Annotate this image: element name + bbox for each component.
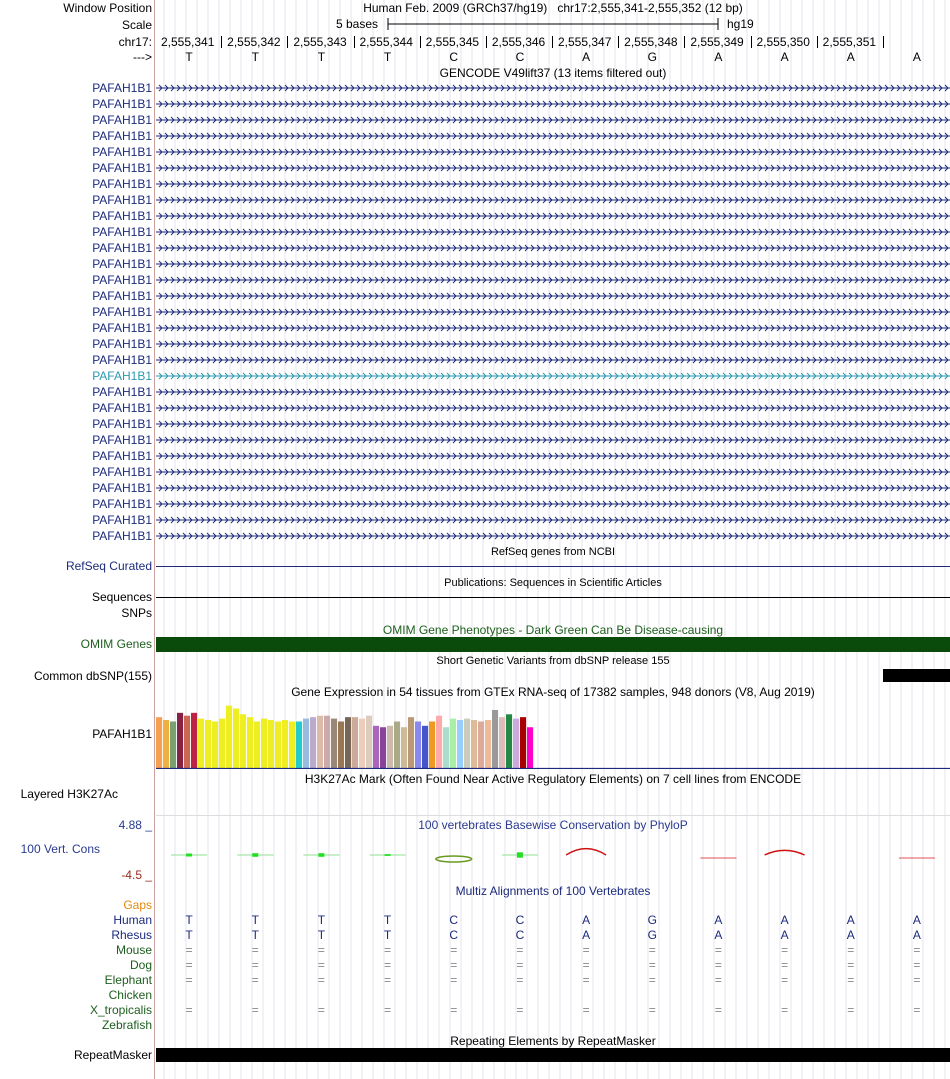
conservation-title: 100 vertebrates Basewise Conservation by PhyloP <box>418 818 688 832</box>
multiz-base: C <box>515 913 525 927</box>
multiz-base: = <box>450 958 458 972</box>
gtex-tissue-bar[interactable] <box>478 721 484 769</box>
publications-title: Publications: Sequences in Scientific Articles <box>444 577 662 589</box>
conservation-mark <box>237 853 273 857</box>
multiz-species-label[interactable]: Chicken <box>108 988 152 1002</box>
multiz-base: = <box>185 973 193 987</box>
gencode-transcript[interactable] <box>156 293 950 299</box>
ruler-position-label: 2,555,350 <box>756 35 810 49</box>
multiz-species-label[interactable]: Mouse <box>115 943 152 957</box>
gencode-transcript-label[interactable]: PAFAH1B1 <box>92 353 152 367</box>
ruler-position-label: 2,555,343 <box>293 35 347 49</box>
ruler-position-label: 2,555,346 <box>491 35 546 49</box>
gtex-tissue-bar[interactable] <box>296 721 302 769</box>
multiz-base: = <box>185 958 193 972</box>
gtex-tissue-bar[interactable] <box>394 721 400 769</box>
gtex-tissue-bar[interactable] <box>429 721 435 769</box>
gencode-transcript[interactable] <box>156 533 950 539</box>
gencode-transcript[interactable] <box>156 389 950 395</box>
multiz-base: = <box>847 958 855 972</box>
gtex-tissue-bar[interactable] <box>191 713 197 769</box>
multiz-base: = <box>317 958 325 972</box>
db-text: hg19 <box>727 17 754 31</box>
ruler-position-label: 2,555,344 <box>359 35 413 49</box>
ruler-tick <box>751 36 752 48</box>
gtex-tissue-bar[interactable] <box>324 716 330 769</box>
repeatmasker-track-label[interactable]: RepeatMasker <box>73 1048 152 1062</box>
multiz-base: = <box>516 973 524 987</box>
multiz-base: A <box>780 928 789 942</box>
multiz-species-label[interactable]: Dog <box>129 958 152 972</box>
gtex-tissue-bar[interactable] <box>170 721 176 769</box>
multiz-base: T <box>251 928 259 942</box>
refseq-track-label[interactable]: RefSeq Curated <box>65 559 152 573</box>
gtex-expression-chart[interactable] <box>156 697 950 769</box>
multiz-base: = <box>317 973 325 987</box>
gtex-tissue-bar[interactable] <box>345 717 351 769</box>
scale-bases-text: 5 bases <box>336 17 379 31</box>
gencode-transcript[interactable] <box>156 357 950 363</box>
multiz-base: = <box>781 1003 789 1017</box>
multiz-base: = <box>648 943 656 957</box>
dbsnp-variant-bar[interactable] <box>883 669 950 682</box>
gtex-tissue-bar[interactable] <box>198 719 204 769</box>
gencode-transcript[interactable] <box>156 437 950 443</box>
multiz-base: = <box>582 973 590 987</box>
gtex-tissue-bar[interactable] <box>303 719 309 769</box>
conservation-mark <box>502 852 538 857</box>
gtex-tissue-bar[interactable] <box>163 720 169 769</box>
multiz-base: = <box>251 958 259 972</box>
multiz-species-label[interactable]: Zebrafish <box>101 1018 152 1032</box>
gtex-tissue-bar[interactable] <box>373 726 379 769</box>
multiz-base: = <box>317 1003 325 1017</box>
ruler-tick <box>221 36 222 48</box>
omim-track-label[interactable]: OMIM Genes <box>80 637 152 651</box>
gtex-tissue-bar[interactable] <box>212 721 218 769</box>
gencode-transcript[interactable] <box>156 117 950 123</box>
multiz-base: = <box>582 943 590 957</box>
gencode-transcript-label[interactable]: PAFAH1B1 <box>92 209 152 223</box>
dna-base: T <box>317 50 326 64</box>
gtex-tissue-bar[interactable] <box>240 714 246 769</box>
multiz-base: A <box>846 928 855 942</box>
omim-gene-bar[interactable] <box>156 637 950 652</box>
gtex-tissue-bar[interactable] <box>527 727 533 769</box>
multiz-base: = <box>251 943 259 957</box>
gencode-transcript[interactable] <box>156 277 950 283</box>
conservation-mark <box>436 856 472 862</box>
gtex-tissue-bar[interactable] <box>219 719 225 769</box>
multiz-title: Multiz Alignments of 100 Vertebrates <box>455 884 651 898</box>
multiz-base: = <box>781 958 789 972</box>
scale-bar <box>156 14 950 34</box>
ruler-position-label: 2,555,341 <box>161 35 215 49</box>
gtex-tissue-bar[interactable] <box>156 717 162 769</box>
gtex-title: Gene Expression in 54 tissues from GTEx RNA-seq of 17382 samples, 948 donors (V8, Aug 2019) <box>291 685 815 699</box>
gtex-tissue-bar[interactable] <box>457 720 463 769</box>
multiz-base: = <box>450 1003 458 1017</box>
dna-base: A <box>714 50 723 64</box>
gtex-tissue-bar[interactable] <box>366 716 372 769</box>
multiz-base: = <box>450 973 458 987</box>
gencode-transcript-label[interactable]: PAFAH1B1 <box>92 161 152 175</box>
gencode-transcript-label[interactable]: PAFAH1B1 <box>92 273 152 287</box>
dna-base: A <box>582 50 591 64</box>
gencode-transcript[interactable] <box>156 261 950 267</box>
conservation-mark <box>566 849 606 855</box>
multiz-base: = <box>450 943 458 957</box>
gencode-transcript-label[interactable]: PAFAH1B1 <box>92 305 152 319</box>
gencode-transcript[interactable] <box>156 165 950 171</box>
dna-base: A <box>846 50 855 64</box>
multiz-base: = <box>714 973 722 987</box>
dna-base: C <box>449 50 459 64</box>
gtex-tissue-bar[interactable] <box>450 719 456 769</box>
gencode-transcripts[interactable] <box>156 80 950 540</box>
gtex-tissue-bar[interactable] <box>387 726 393 769</box>
ruler-position-label: 2,555,345 <box>425 35 480 49</box>
gencode-transcript-label[interactable]: PAFAH1B1 <box>92 449 152 463</box>
ruler-position-label: 2,555,349 <box>690 35 744 49</box>
gtex-tissue-bar[interactable] <box>282 720 288 769</box>
multiz-base: = <box>913 973 921 987</box>
gencode-transcript[interactable] <box>156 309 950 315</box>
conservation-mark <box>303 853 339 857</box>
multiz-base: T <box>317 913 326 927</box>
gtex-tissue-bar[interactable] <box>513 719 519 769</box>
strand-label: ---> <box>133 50 152 64</box>
gtex-tissue-bar[interactable] <box>443 727 449 769</box>
gtex-tissue-bar[interactable] <box>401 727 407 769</box>
multiz-base: G <box>647 928 657 942</box>
gencode-transcript[interactable] <box>156 229 950 235</box>
gencode-title: GENCODE V49lift37 (13 items filtered out) <box>439 66 667 80</box>
conservation-mark <box>171 854 207 857</box>
multiz-base: C <box>515 928 525 942</box>
gtex-tissue-bar[interactable] <box>184 716 190 769</box>
gencode-transcript-label[interactable]: PAFAH1B1 <box>92 481 152 495</box>
multiz-base: = <box>384 1003 392 1017</box>
multiz-base: = <box>648 958 656 972</box>
gencode-transcript[interactable] <box>156 341 950 347</box>
gencode-transcript-label[interactable]: PAFAH1B1 <box>92 529 152 543</box>
position-text: chr17:2,555,341-2,555,352 (12 bp) <box>557 1 743 15</box>
gtex-tissue-bar[interactable] <box>352 717 358 769</box>
gtex-gene-label[interactable]: PAFAH1B1 <box>92 727 152 741</box>
dna-base: A <box>912 50 921 64</box>
gtex-tissue-bar[interactable] <box>436 716 442 769</box>
multiz-species-label[interactable]: Elephant <box>104 973 152 987</box>
gencode-transcript-label[interactable]: PAFAH1B1 <box>92 193 152 207</box>
multiz-base: C <box>449 928 459 942</box>
gencode-transcript[interactable] <box>156 213 950 219</box>
multiz-base: = <box>714 943 722 957</box>
gtex-tissue-bar[interactable] <box>275 721 281 769</box>
window-position-label: Window Position <box>63 1 152 15</box>
h3k27ac-baseline <box>156 815 950 816</box>
multiz-base: = <box>714 1003 722 1017</box>
multiz-base: C <box>449 913 459 927</box>
refseq-title: RefSeq genes from NCBI <box>490 546 616 558</box>
multiz-base: = <box>384 973 392 987</box>
gtex-tissue-bar[interactable] <box>254 721 260 769</box>
h3k27ac-title: H3K27Ac Mark (Often Found Near Active Regulatory Elements) on 7 cell lines from ENCODE <box>304 772 802 786</box>
gencode-transcript[interactable] <box>156 181 950 187</box>
gaps-label: Gaps <box>123 898 152 912</box>
gtex-tissue-bar[interactable] <box>485 720 491 769</box>
gencode-transcript[interactable] <box>156 485 950 491</box>
gencode-transcript-label[interactable]: PAFAH1B1 <box>92 465 152 479</box>
refseq-line[interactable] <box>156 566 950 567</box>
gtex-tissue-bar[interactable] <box>268 720 274 769</box>
multiz-base: = <box>847 1003 855 1017</box>
ruler-position-label: 2,555,342 <box>227 35 281 49</box>
multiz-species-label[interactable]: X_tropicalis <box>89 1003 152 1017</box>
gencode-transcript-label[interactable]: PAFAH1B1 <box>92 257 152 271</box>
multiz-base: A <box>582 913 591 927</box>
multiz-base: = <box>185 1003 193 1017</box>
multiz-base: = <box>847 943 855 957</box>
scale-label: Scale <box>121 18 152 32</box>
multiz-base: A <box>780 913 789 927</box>
gencode-transcript-label[interactable]: PAFAH1B1 <box>92 225 152 239</box>
multiz-base: = <box>317 943 325 957</box>
gencode-transcript-label[interactable]: PAFAH1B1 <box>92 289 152 303</box>
ruler-tick <box>420 36 421 48</box>
gencode-transcript-label[interactable]: PAFAH1B1 <box>92 513 152 527</box>
multiz-base: = <box>582 1003 590 1017</box>
position-header <box>156 1 950 15</box>
gencode-transcript-label[interactable]: PAFAH1B1 <box>92 497 152 511</box>
multiz-base: = <box>582 958 590 972</box>
gtex-tissue-bar[interactable] <box>380 727 386 769</box>
gtex-tissue-bar[interactable] <box>471 720 477 769</box>
track-labels-column <box>0 0 154 1079</box>
cons-min-label: -4.5 _ <box>121 868 152 882</box>
gencode-transcript-label[interactable]: PAFAH1B1 <box>92 417 152 431</box>
gencode-transcript-label[interactable]: PAFAH1B1 <box>92 145 152 159</box>
multiz-base: = <box>714 958 722 972</box>
ruler-position-label: 2,555,348 <box>624 35 678 49</box>
ruler-position-label: 2,555,347 <box>558 35 612 49</box>
dna-base: A <box>780 50 789 64</box>
gencode-transcript[interactable] <box>156 517 950 523</box>
gtex-tissue-bar[interactable] <box>331 719 337 769</box>
gtex-tissue-bar[interactable] <box>415 721 421 769</box>
multiz-base: = <box>185 943 193 957</box>
ruler-tick <box>684 36 685 48</box>
gencode-transcript-label[interactable]: PAFAH1B1 <box>92 97 152 111</box>
assembly-text: Human Feb. 2009 (GRCh37/hg19) <box>363 1 548 15</box>
multiz-base: A <box>912 913 921 927</box>
ruler-tick <box>354 36 355 48</box>
gencode-transcript[interactable] <box>156 133 950 139</box>
multiz-base: = <box>384 943 392 957</box>
multiz-base: = <box>251 1003 259 1017</box>
gtex-tissue-bar[interactable] <box>492 710 498 769</box>
gtex-tissue-bar[interactable] <box>338 721 344 769</box>
dna-base: G <box>647 50 657 64</box>
dna-base: C <box>515 50 525 64</box>
repeatmasker-title: Repeating Elements by RepeatMasker <box>450 1034 656 1048</box>
multiz-base: T <box>383 928 392 942</box>
gencode-transcript[interactable] <box>156 469 950 475</box>
multiz-base: = <box>251 973 259 987</box>
gtex-tissue-bar[interactable] <box>310 717 316 769</box>
gencode-transcript-label[interactable]: PAFAH1B1 <box>92 241 152 255</box>
gencode-transcript-label[interactable]: PAFAH1B1 <box>92 129 152 143</box>
ruler-tick <box>618 36 619 48</box>
multiz-base: = <box>384 958 392 972</box>
chrom-label: chr17: <box>118 35 152 49</box>
multiz-base: A <box>582 928 591 942</box>
gencode-transcript[interactable] <box>156 85 950 91</box>
gencode-transcript-label[interactable]: PAFAH1B1 <box>92 369 152 383</box>
dbsnp-title: Short Genetic Variants from dbSNP release 155 <box>436 655 670 667</box>
ruler-position-label: 2,555,351 <box>822 35 877 49</box>
label-separator <box>154 0 155 1079</box>
gtex-tissue-bar[interactable] <box>499 717 505 769</box>
cons-max-label: 4.88 _ <box>118 818 152 832</box>
gencode-transcript[interactable] <box>156 149 950 155</box>
gtex-tissue-bar[interactable] <box>422 726 428 769</box>
multiz-base: A <box>846 913 855 927</box>
gencode-transcript-label[interactable]: PAFAH1B1 <box>92 337 152 351</box>
multiz-base: A <box>912 928 921 942</box>
gtex-tissue-bar[interactable] <box>247 717 253 769</box>
multiz-base: = <box>648 1003 656 1017</box>
multiz-base: = <box>648 973 656 987</box>
ruler-tick <box>552 36 553 48</box>
snps-track-label[interactable]: SNPs <box>121 606 152 620</box>
multiz-base: T <box>317 928 326 942</box>
gencode-transcript[interactable] <box>156 245 950 251</box>
gencode-transcript[interactable] <box>156 421 950 427</box>
h3k27ac-track-label[interactable]: Layered H3K27Ac <box>20 787 118 801</box>
cons-track-label[interactable]: 100 Vert. Cons <box>20 842 100 856</box>
dna-base: T <box>251 50 259 64</box>
multiz-base: = <box>516 958 524 972</box>
gencode-transcript[interactable] <box>156 197 950 203</box>
gencode-transcript-label[interactable]: PAFAH1B1 <box>92 321 152 335</box>
sequences-track-label[interactable]: Sequences <box>91 590 152 604</box>
publications-line[interactable] <box>156 597 950 598</box>
ruler-tick <box>486 36 487 48</box>
repeatmasker-bar[interactable] <box>156 1048 950 1062</box>
ruler-tick <box>883 36 884 48</box>
multiz-base: A <box>714 913 723 927</box>
dna-base: T <box>383 50 392 64</box>
multiz-base: G <box>647 913 657 927</box>
gtex-tissue-bar[interactable] <box>408 717 414 769</box>
multiz-base: = <box>516 943 524 957</box>
gencode-transcript-label[interactable]: PAFAH1B1 <box>92 113 152 127</box>
multiz-base: T <box>251 913 259 927</box>
dna-base: T <box>185 50 193 64</box>
gtex-tissue-bar[interactable] <box>317 716 323 769</box>
multiz-base: A <box>714 928 723 942</box>
multiz-base: = <box>516 1003 524 1017</box>
dbsnp-track-label[interactable]: Common dbSNP(155) <box>33 669 152 683</box>
gencode-transcript-label[interactable]: PAFAH1B1 <box>92 385 152 399</box>
gtex-tissue-bar[interactable] <box>520 717 526 769</box>
multiz-base: = <box>781 943 789 957</box>
multiz-base: T <box>185 928 193 942</box>
gtex-tissue-bar[interactable] <box>261 719 267 769</box>
gencode-transcript[interactable] <box>156 373 950 379</box>
gtex-tissue-bar[interactable] <box>289 721 295 769</box>
multiz-base: = <box>913 958 921 972</box>
gtex-tissue-bar[interactable] <box>506 714 512 769</box>
conservation-mark <box>370 854 406 856</box>
ruler-tick <box>287 36 288 48</box>
multiz-species-label[interactable]: Human <box>113 913 152 927</box>
gencode-transcript[interactable] <box>156 405 950 411</box>
conservation-mark <box>765 850 805 855</box>
multiz-base: = <box>913 1003 921 1017</box>
gencode-transcript-label[interactable]: PAFAH1B1 <box>92 81 152 95</box>
gtex-tissue-bar[interactable] <box>177 713 183 769</box>
gtex-tissue-bar[interactable] <box>359 719 365 769</box>
multiz-base: = <box>781 973 789 987</box>
gtex-tissue-bar[interactable] <box>233 709 239 769</box>
conservation-plot[interactable] <box>156 838 950 878</box>
gencode-transcript[interactable] <box>156 101 950 107</box>
gtex-tissue-bar[interactable] <box>464 719 470 769</box>
multiz-base: = <box>913 943 921 957</box>
multiz-base: T <box>383 913 392 927</box>
gencode-transcript-label[interactable]: PAFAH1B1 <box>92 433 152 447</box>
gencode-transcript-label[interactable]: PAFAH1B1 <box>92 177 152 191</box>
multiz-species-label[interactable]: Rhesus <box>111 928 152 942</box>
gtex-tissue-bar[interactable] <box>205 720 211 769</box>
gtex-tissue-bar[interactable] <box>226 706 232 769</box>
multiz-base: T <box>185 913 193 927</box>
gencode-transcript-label[interactable]: PAFAH1B1 <box>92 401 152 415</box>
gencode-transcript[interactable] <box>156 325 950 331</box>
gencode-transcript[interactable] <box>156 501 950 507</box>
omim-title: OMIM Gene Phenotypes - Dark Green Can Be Disease-causing <box>382 623 724 637</box>
ruler-tick <box>817 36 818 48</box>
genome-browser-track-area[interactable] <box>156 0 950 1079</box>
gencode-transcript[interactable] <box>156 453 950 459</box>
multiz-base: = <box>847 973 855 987</box>
